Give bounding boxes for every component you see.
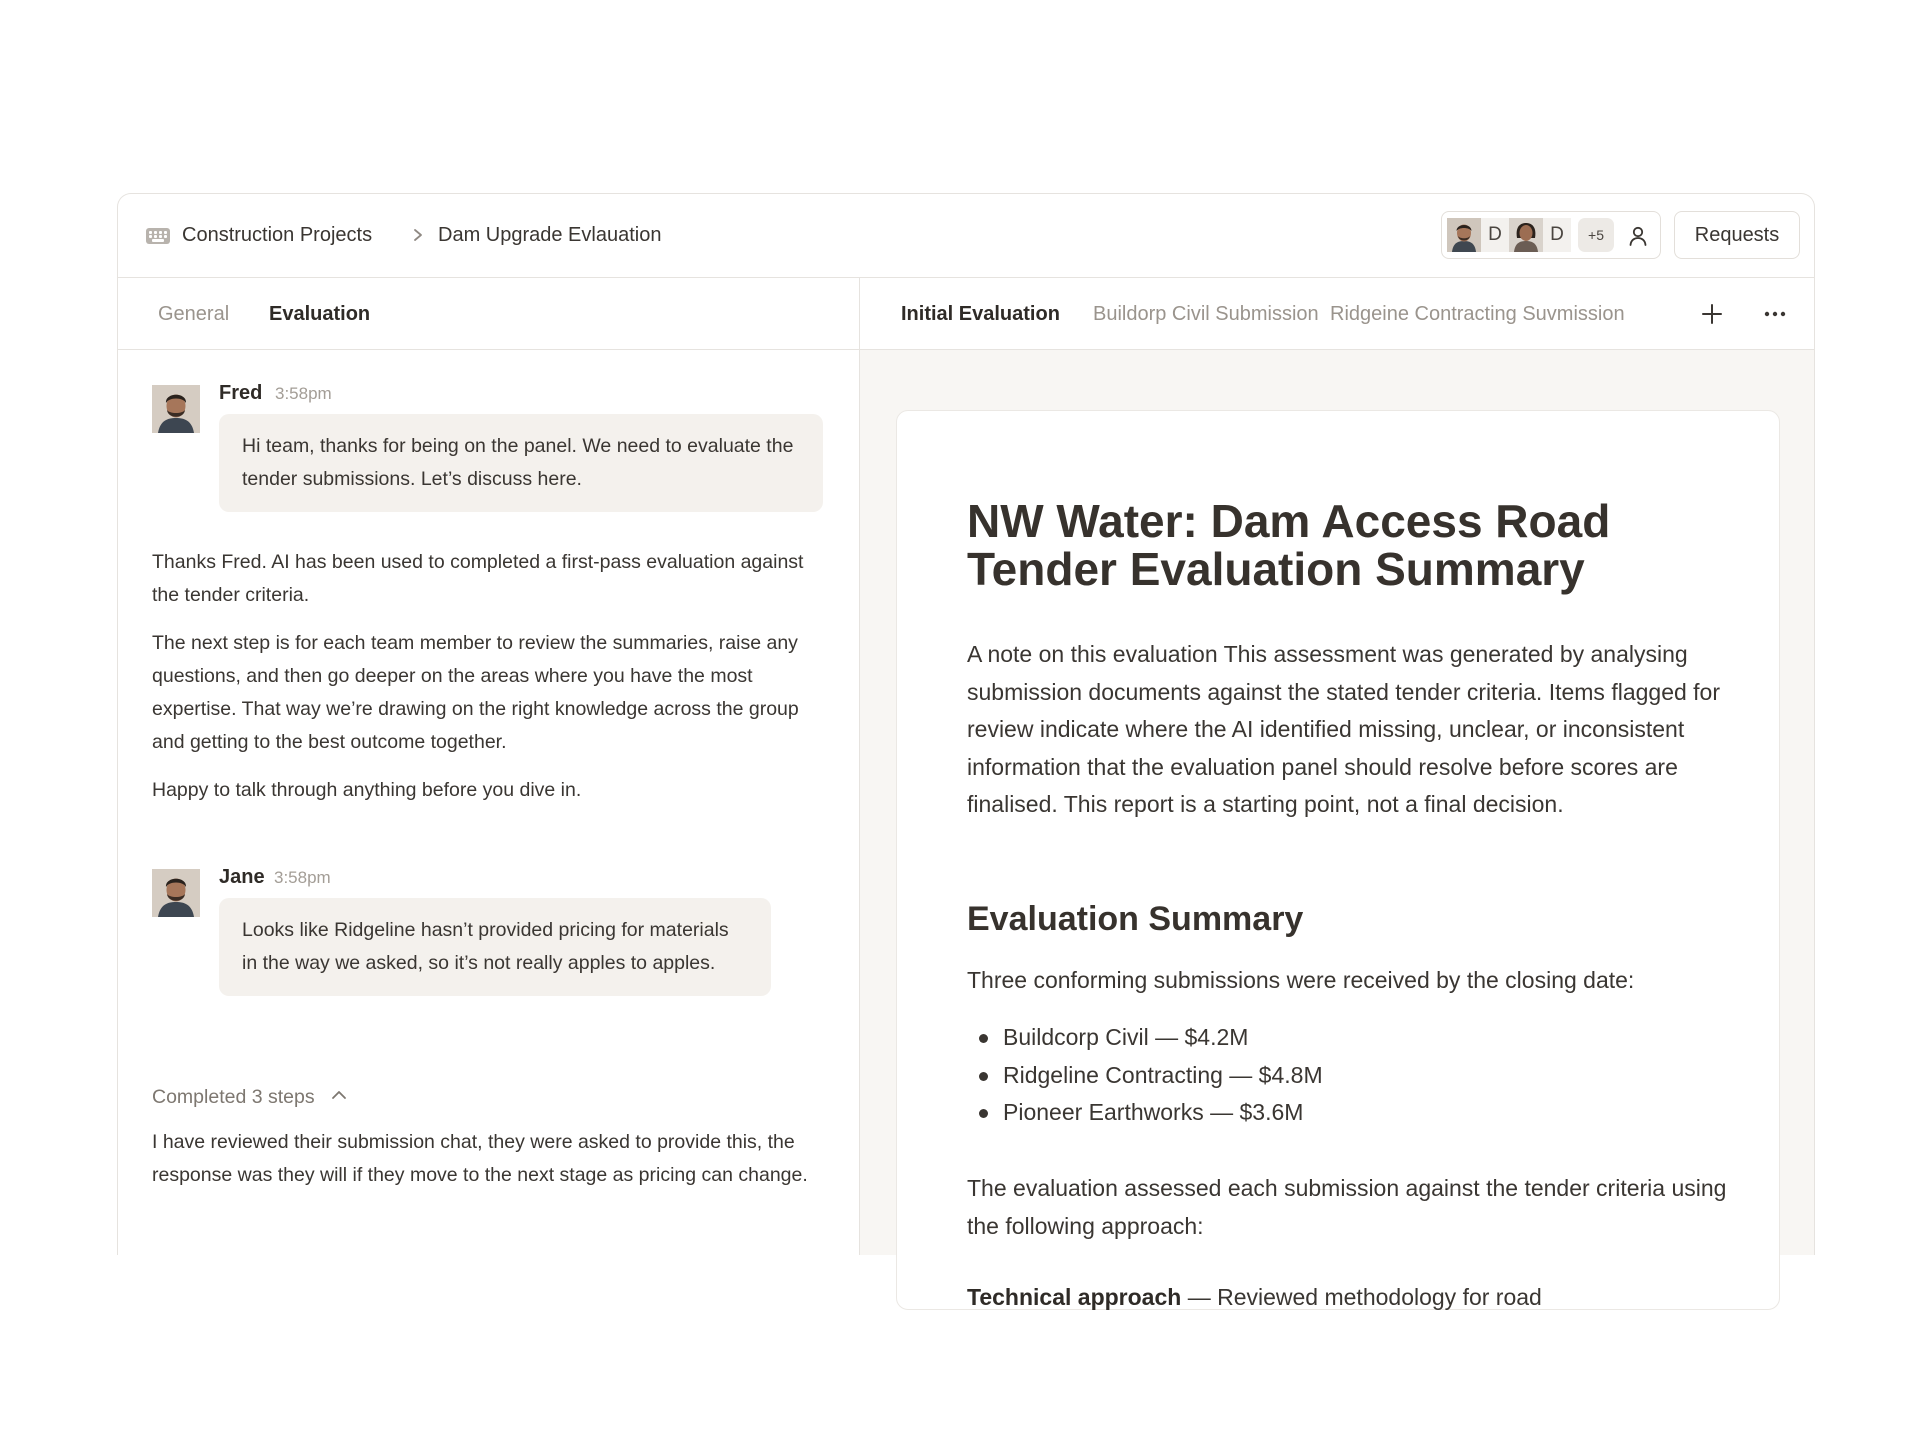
document-card [896,410,1780,1310]
tab-ridgeine-contracting-submission[interactable]: Ridgeine Contracting Suvmission [1330,303,1625,325]
tab-general[interactable]: General [158,303,230,325]
breadcrumb-dam-upgrade[interactable]: Dam Upgrade Evlauation [438,224,662,246]
message-time: 3:58pm [275,384,332,403]
avatar-initial[interactable]: D [1543,218,1571,252]
avatar[interactable] [1509,218,1543,252]
ai-reply-paragraph: The next step is for each team member to review the summaries, raise any questions, and then go deeper on the areas where you have the most expertise. That way we’re drawing on the right knowledge across the group and getting to the best outcome together. [152,632,799,753]
document-panel [860,278,1814,1310]
message-author: Jane [219,866,265,888]
ai-reply-paragraph: Thanks Fred. AI has been used to completed a first-pass evaluation against the tender criteria. [152,551,804,606]
keyboard-icon [146,228,170,244]
message-author: Fred [219,382,263,404]
breadcrumb-construction-projects[interactable]: Construction Projects [182,224,373,246]
person-icon[interactable] [1626,224,1650,248]
section-title: Evaluation Summary [967,900,1304,938]
message-time: 3:58pm [274,868,331,887]
chevron-right-icon [407,222,429,248]
avatar-initial[interactable]: D [1481,218,1509,252]
collaborators-group[interactable] [1441,211,1661,259]
tab-buildorp-civil-submission[interactable]: Buildorp Civil Submission [1093,303,1319,325]
more-collaborators-badge[interactable]: +5 [1578,218,1614,252]
more-options-icon[interactable] [1764,310,1786,318]
message-bubble: Hi team, thanks for being on the panel. We need to evaluate the tender submissions. Let’s discuss here. [219,414,823,512]
ai-reply-paragraph: Happy to talk through anything before you dive in. [152,779,582,801]
tab-initial-evaluation[interactable]: Initial Evaluation [901,303,1060,325]
criterion-line [967,1279,1542,1317]
evaluation-note: A note on this evaluation This assessment was generated by analysing submission documents against the stated tender criteria. Items flagged for review indicate where the AI identified missing, unclear, or inconsistent information that the evaluation panel should resolve before scores are finalised. This report is a starting point, not a final decision. [967,641,1721,817]
criterion-label: Technical approach [967,1284,1182,1310]
document-title: NW Water: Dam Access Road Tender Evaluation Summary [967,495,1611,595]
avatar[interactable] [152,385,200,433]
list-item: Ridgeline Contracting — $4.8M [967,1057,1667,1095]
top-bar [118,194,1814,278]
list-item: Pioneer Earthworks — $3.6M [967,1094,1667,1132]
submissions-intro: Three conforming submissions were received by the closing date: [967,967,1635,993]
completed-steps-label: Completed 3 steps [152,1086,315,1108]
list-item: Buildcorp Civil — $4.2M [967,1019,1667,1057]
app-window [117,193,1815,1310]
message-bubble: Looks like Ridgeline hasn’t provided pricing for materials in the way we asked, so it’s not really apples to apples. [219,898,771,996]
steps-reply-paragraph: I have reviewed their submission chat, they were asked to provide this, the response was they will if they move to the next stage as pricing can change. [152,1131,808,1186]
approach-paragraph: The evaluation assessed each submission against the tender criteria using the following approach: [967,1175,1727,1239]
avatar[interactable] [1447,218,1481,252]
requests-button[interactable]: Requests [1674,211,1800,259]
plus-icon[interactable] [1702,304,1722,324]
avatar[interactable] [152,869,200,917]
document-tabs [860,278,1814,350]
chevron-up-icon [330,1088,348,1102]
criterion-text: — Reviewed methodology for road [1187,1284,1542,1310]
chat-tabs [118,278,859,350]
tab-evaluation[interactable]: Evaluation [269,303,371,325]
chat-panel [118,278,860,1255]
submissions-list [967,1019,1667,1132]
completed-steps-toggle[interactable] [152,1084,348,1110]
